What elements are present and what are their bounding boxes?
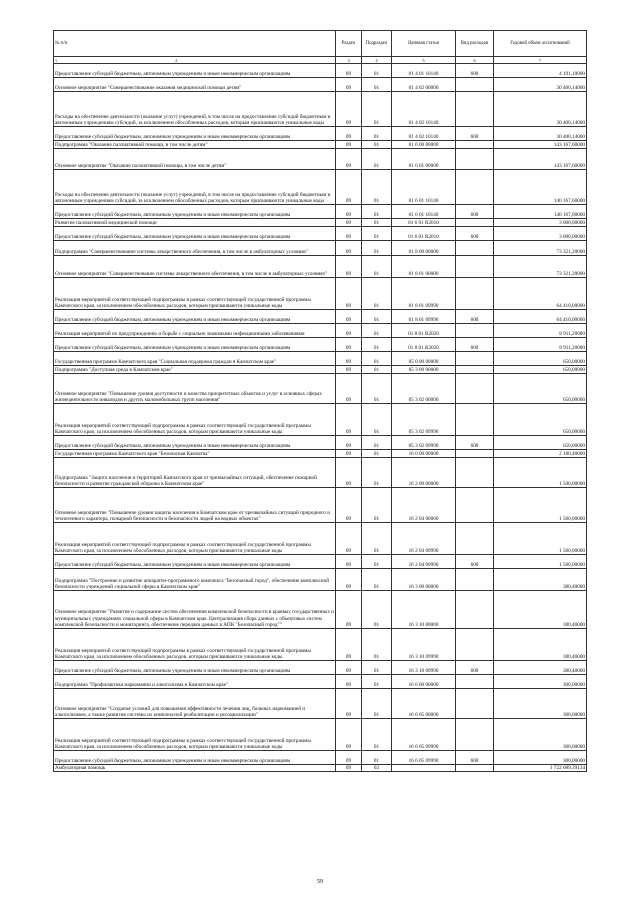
table-body xyxy=(54,64,587,772)
table-row xyxy=(54,78,587,92)
row-section-cell: 09 xyxy=(336,629,362,661)
row-expense-type-cell xyxy=(456,366,494,374)
row-expense-type-cell xyxy=(456,569,494,591)
row-expense-type-cell xyxy=(456,278,494,310)
row-expense-type-cell xyxy=(456,374,494,404)
row-name-cell: Основное мероприятие "Оказание паллиативной помощи, в том числе детям" xyxy=(54,149,336,170)
row-target-cell: 01 6 01 R2010 xyxy=(392,219,456,227)
row-amount-cell: 143 167,60000 xyxy=(494,141,587,149)
table-row xyxy=(54,569,587,591)
row-expense-type-cell xyxy=(456,149,494,170)
row-target-cell: 16 2 04 09990 xyxy=(392,555,456,569)
row-amount-cell: 1 500,00000 xyxy=(494,458,587,488)
row-subsection-cell: 01 xyxy=(362,591,392,629)
row-section-cell: 09 xyxy=(336,338,362,352)
column-number: 1 2 xyxy=(54,57,336,64)
row-subsection-cell: 01 xyxy=(362,278,392,310)
row-subsection-cell: 01 xyxy=(362,241,392,256)
row-target-cell: 01 8 01 R2020 xyxy=(392,338,456,352)
row-amount-cell: 140 167,60000 xyxy=(494,205,587,219)
row-section-cell: 09 xyxy=(336,450,362,458)
column-number: 4 xyxy=(362,57,392,64)
row-amount-cell: 30 400,14000 xyxy=(494,92,587,127)
row-target-cell: 05 0 00 00000 xyxy=(392,352,456,366)
row-target-cell: 01 8 00 00000 xyxy=(392,241,456,256)
row-target-cell: 16 3 10 09990 xyxy=(392,661,456,675)
row-section-cell: 09 xyxy=(336,488,362,523)
row-expense-type-cell xyxy=(456,404,494,436)
row-amount-cell: 3 000,00000 xyxy=(494,219,587,227)
row-section-cell: 09 xyxy=(336,78,362,92)
row-subsection-cell: 01 xyxy=(362,555,392,569)
table-row xyxy=(54,324,587,338)
table-row xyxy=(54,278,587,310)
table-header-row xyxy=(54,31,587,57)
row-subsection-cell: 01 xyxy=(362,569,392,591)
row-target-cell: 01 6 01 10140 xyxy=(392,170,456,205)
row-name-cell: Реализация мероприятий соответствующей подпрограммы в рамках соответствующей государственной программы Камчатского края, за исключением обособленных расходов, которым присваиваются уникальные коды xyxy=(54,523,336,555)
row-name-cell: Реализация мероприятий соответствующей подпрограммы в рамках соответствующей государственной программы Камчатского края, за исключением обособленных расходов, которым присваиваются уникальные коды xyxy=(54,278,336,310)
row-amount-cell: 650,00000 xyxy=(494,404,587,436)
row-name-cell: Подпрограмма "Оказание паллиативной помощи, в том числе детям" xyxy=(54,141,336,149)
table-row xyxy=(54,591,587,629)
table-row xyxy=(54,374,587,404)
row-target-cell: 16 2 04 00000 xyxy=(392,488,456,523)
row-subsection-cell: 01 xyxy=(362,488,392,523)
row-expense-type-cell xyxy=(456,629,494,661)
row-amount-cell: 300,00000 xyxy=(494,719,587,751)
row-target-cell: 01 4 02 00000 xyxy=(392,78,456,92)
row-amount-cell: 30 400,14000 xyxy=(494,78,587,92)
row-section-cell: 09 xyxy=(336,569,362,591)
row-target-cell: 16 3 10 09990 xyxy=(392,629,456,661)
row-name-cell: Реализация мероприятий по предупреждению и борьбе с социально значимыми инфекционными заболеваниями xyxy=(54,324,336,338)
table-row xyxy=(54,450,587,458)
row-name-cell: Предоставление субсидий бюджетным, автономным учреждениям и иным некоммерческим организациям xyxy=(54,338,336,352)
row-section-cell: 09 xyxy=(336,256,362,278)
row-amount-cell: 143 167,60000 xyxy=(494,149,587,170)
table-row xyxy=(54,751,587,765)
row-section-cell: 09 xyxy=(336,689,362,719)
row-amount-cell: 64 410,00000 xyxy=(494,310,587,324)
row-name-cell: Предоставление субсидий бюджетным, автономным учреждениям и иным некоммерческим организациям xyxy=(54,436,336,450)
row-name-cell: Амбулаторная помощь xyxy=(54,765,336,772)
row-section-cell: 09 xyxy=(336,205,362,219)
row-amount-cell: 1 500,00000 xyxy=(494,488,587,523)
row-subsection-cell: 01 xyxy=(362,404,392,436)
row-subsection-cell: 01 xyxy=(362,219,392,227)
row-expense-type-cell: 600 xyxy=(456,227,494,241)
table-row xyxy=(54,219,587,227)
row-section-cell: 09 xyxy=(336,241,362,256)
row-expense-type-cell xyxy=(456,591,494,629)
row-amount-cell: 380,40000 xyxy=(494,629,587,661)
row-subsection-cell: 01 xyxy=(362,719,392,751)
row-name-cell: Подпрограмма "Профилактика наркомании и алкоголизма в Камчатском крае" xyxy=(54,675,336,689)
row-section-cell: 09 xyxy=(336,324,362,338)
row-amount-cell: 380,40000 xyxy=(494,591,587,629)
row-amount-cell: 3 000,00000 xyxy=(494,227,587,241)
row-subsection-cell: 01 xyxy=(362,661,392,675)
row-subsection-cell: 01 xyxy=(362,64,392,78)
table-row xyxy=(54,352,587,366)
column-number-row xyxy=(54,57,587,64)
row-subsection-cell: 01 xyxy=(362,227,392,241)
row-section-cell: 09 xyxy=(336,352,362,366)
row-expense-type-cell xyxy=(456,352,494,366)
row-name-cell: Расходы на обеспечение деятельности (оказание услуг) учреждений, в том числе на предоставление субсидий бюджетным и автономным учреждениям субсидий, за исключением обособленных расходов, которым присваиваются уникальные коды xyxy=(54,92,336,127)
row-target-cell: 01 8 01 00000 xyxy=(392,256,456,278)
table-row xyxy=(54,765,587,772)
row-name-cell: Предоставление субсидий бюджетным, автономным учреждениям и иным некоммерческим организациям xyxy=(54,127,336,141)
row-subsection-cell: 01 xyxy=(362,338,392,352)
row-target-cell: 05 3 02 00000 xyxy=(392,374,456,404)
table-row xyxy=(54,629,587,661)
row-amount-cell: 1 500,00000 xyxy=(494,523,587,555)
row-section-cell: 09 xyxy=(336,661,362,675)
row-amount-cell: 8 911,20000 xyxy=(494,338,587,352)
row-name-cell: Предоставление субсидий бюджетным, автономным учреждениям и иным некоммерческим организациям xyxy=(54,310,336,324)
row-name-cell: Предоставление субсидий бюджетным, автономным учреждениям и иным некоммерческим организациям xyxy=(54,751,336,765)
column-number: 5 xyxy=(392,57,456,64)
row-section-cell: 09 xyxy=(336,591,362,629)
row-section-cell: 09 xyxy=(336,765,362,772)
row-subsection-cell: 01 xyxy=(362,675,392,689)
row-subsection-cell: 01 xyxy=(362,92,392,127)
row-name-cell: Реализация мероприятий соответствующей подпрограммы в рамках соответствующей государственной программы Камчатского края, за исключением обособленных расходов, которым присваиваются уникальные коды xyxy=(54,404,336,436)
row-target-cell: 16 6 05 09990 xyxy=(392,751,456,765)
row-amount-cell: 2 180,40000 xyxy=(494,450,587,458)
row-name-cell: Предоставление субсидий бюджетным, автономным учреждениям и иным некоммерческим организациям xyxy=(54,64,336,78)
table-row xyxy=(54,436,587,450)
row-expense-type-cell xyxy=(456,523,494,555)
row-amount-cell: 8 911,20000 xyxy=(494,324,587,338)
row-section-cell: 09 xyxy=(336,404,362,436)
table-row xyxy=(54,170,587,205)
table-row xyxy=(54,64,587,78)
row-subsection-cell: 01 xyxy=(362,141,392,149)
row-expense-type-cell xyxy=(456,719,494,751)
row-section-cell: 09 xyxy=(336,555,362,569)
row-section-cell: 09 xyxy=(336,219,362,227)
row-amount-cell: 4 191,10000 xyxy=(494,64,587,78)
row-amount-cell: 64 410,00000 xyxy=(494,278,587,310)
table-row xyxy=(54,458,587,488)
row-target-cell: 01 6 01 10140 xyxy=(392,205,456,219)
table-row xyxy=(54,310,587,324)
row-section-cell: 09 xyxy=(336,278,362,310)
row-expense-type-cell xyxy=(456,141,494,149)
table-row xyxy=(54,366,587,374)
row-amount-cell: 140 167,60000 xyxy=(494,170,587,205)
row-amount-cell: 1 722 689,39134 xyxy=(494,765,587,772)
table-row xyxy=(54,92,587,127)
row-target-cell: 16 0 00 00000 xyxy=(392,450,456,458)
row-section-cell: 09 xyxy=(336,149,362,170)
header-name: № п/п xyxy=(54,31,336,57)
row-name-cell: Подпрограмма "Построение и развитие аппаратно-программного комплекса "Безопасный город", обеспечение комплексной безопасности учреждений социальной сферы в Камчатском крае" xyxy=(54,569,336,591)
row-subsection-cell: 01 xyxy=(362,689,392,719)
row-expense-type-cell: 600 xyxy=(456,205,494,219)
row-expense-type-cell xyxy=(456,488,494,523)
row-subsection-cell: 01 xyxy=(362,366,392,374)
row-name-cell: Предоставление субсидий бюджетным, автономным учреждениям и иным некоммерческим организациям xyxy=(54,555,336,569)
table-row xyxy=(54,141,587,149)
row-section-cell: 09 xyxy=(336,374,362,404)
row-section-cell: 09 xyxy=(336,523,362,555)
row-expense-type-cell: 600 xyxy=(456,338,494,352)
table-row xyxy=(54,227,587,241)
row-expense-type-cell: 600 xyxy=(456,127,494,141)
row-target-cell: 16 3 10 00000 xyxy=(392,591,456,629)
row-expense-type-cell: 600 xyxy=(456,751,494,765)
row-expense-type-cell xyxy=(456,689,494,719)
row-name-cell: Реализация мероприятий соответствующей подпрограммы в рамках соответствующей государственной программы Камчатского края, за исключением обособленных расходов, которым присваиваются уникальные коды xyxy=(54,629,336,661)
row-name-cell: Предоставление субсидий бюджетным, автономным учреждениям и иным некоммерческим организациям xyxy=(54,205,336,219)
row-subsection-cell: 01 xyxy=(362,205,392,219)
row-target-cell: 01 4 01 10140 xyxy=(392,64,456,78)
table-row xyxy=(54,256,587,278)
row-expense-type-cell: 600 xyxy=(456,661,494,675)
row-subsection-cell: 01 xyxy=(362,629,392,661)
row-amount-cell: 380,40000 xyxy=(494,661,587,675)
table-row xyxy=(54,555,587,569)
table-row xyxy=(54,661,587,675)
row-section-cell: 09 xyxy=(336,436,362,450)
row-expense-type-cell xyxy=(456,170,494,205)
row-subsection-cell: 01 xyxy=(362,324,392,338)
row-name-cell: Предоставление субсидий бюджетным, автономным учреждениям и иным некоммерческим организациям xyxy=(54,661,336,675)
row-subsection-cell: 01 xyxy=(362,256,392,278)
row-section-cell: 09 xyxy=(336,310,362,324)
row-name-cell: Подпрограмма "Совершенствование системы лекарственного обеспечения, в том числе в амбулаторных условиях" xyxy=(54,241,336,256)
row-section-cell: 09 xyxy=(336,227,362,241)
row-target-cell: 16 6 00 00000 xyxy=(392,675,456,689)
row-subsection-cell: 01 xyxy=(362,170,392,205)
row-target-cell: 16 3 00 00000 xyxy=(392,569,456,591)
header-target-article: Целевая статья xyxy=(392,31,456,57)
row-subsection-cell: 01 xyxy=(362,751,392,765)
row-amount-cell: 73 321,20000 xyxy=(494,241,587,256)
row-name-cell: Основное мероприятие "Повышение уровня защиты населения в Камчатском крае от чрезвычайных ситуаций природного и техногенного характера, пожарной безопасности и безопасности людей на водных объектах" xyxy=(54,488,336,523)
row-target-cell: 05 3 00 00000 xyxy=(392,366,456,374)
row-expense-type-cell: 600 xyxy=(456,555,494,569)
row-name-cell: Развитие паллиативной медицинской помощи xyxy=(54,219,336,227)
row-target-cell: 01 6 00 00000 xyxy=(392,141,456,149)
row-section-cell: 09 xyxy=(336,751,362,765)
row-name-cell: Основное мероприятие "Развитие и содержание систем обеспечения комплексной безопасности в краевых государственных и муниципальных учреждениях социальной сферы в Камчатском крае. Централизация сбора данных с объектовых систем комплексной безопасности и мониторинга, обеспечение передачи данных в АПК "Безопасный город"" xyxy=(54,591,336,629)
row-amount-cell: 300,00000 xyxy=(494,689,587,719)
row-amount-cell: 1 500,00000 xyxy=(494,555,587,569)
row-expense-type-cell xyxy=(456,458,494,488)
row-subsection-cell: 01 xyxy=(362,149,392,170)
row-subsection-cell: 02 xyxy=(362,765,392,772)
row-target-cell: 01 4 02 10140 xyxy=(392,92,456,127)
table-row xyxy=(54,241,587,256)
row-target-cell: 16 2 04 09990 xyxy=(392,523,456,555)
row-section-cell: 09 xyxy=(336,141,362,149)
row-name-cell: Государственная программа Камчатского края "Безопасная Камчатка" xyxy=(54,450,336,458)
row-section-cell: 09 xyxy=(336,719,362,751)
row-amount-cell: 380,40000 xyxy=(494,569,587,591)
row-target-cell xyxy=(392,765,456,772)
table-row xyxy=(54,689,587,719)
row-subsection-cell: 01 xyxy=(362,458,392,488)
row-target-cell: 01 4 02 10140 xyxy=(392,127,456,141)
row-section-cell: 09 xyxy=(336,458,362,488)
row-expense-type-cell xyxy=(456,219,494,227)
header-annual-volume: Годовой объем ассигнований xyxy=(494,31,587,57)
row-section-cell: 09 xyxy=(336,675,362,689)
row-section-cell: 09 xyxy=(336,366,362,374)
table-row xyxy=(54,127,587,141)
row-target-cell: 05 3 02 09990 xyxy=(392,436,456,450)
column-number: 7 xyxy=(494,57,587,64)
page-number: 59 xyxy=(317,879,323,885)
row-subsection-cell: 01 xyxy=(362,374,392,404)
table-row xyxy=(54,205,587,219)
row-target-cell: 01 8 01 09990 xyxy=(392,278,456,310)
row-section-cell: 09 xyxy=(336,170,362,205)
row-amount-cell: 650,00000 xyxy=(494,352,587,366)
row-section-cell: 09 xyxy=(336,127,362,141)
table-row xyxy=(54,149,587,170)
row-expense-type-cell xyxy=(456,675,494,689)
table-row xyxy=(54,523,587,555)
row-target-cell: 01 8 01 09990 xyxy=(392,310,456,324)
budget-table-sheet xyxy=(53,30,586,772)
row-section-cell: 09 xyxy=(336,64,362,78)
row-name-cell: Реализация мероприятий соответствующей подпрограммы в рамках соответствующей государственной программы Камчатского края, за исключением обособленных расходов, которым присваиваются уникальные коды xyxy=(54,719,336,751)
row-target-cell: 16 2 00 00000 xyxy=(392,458,456,488)
table-row xyxy=(54,719,587,751)
row-subsection-cell: 01 xyxy=(362,352,392,366)
row-amount-cell: 300,00000 xyxy=(494,751,587,765)
row-expense-type-cell: 600 xyxy=(456,64,494,78)
row-subsection-cell: 01 xyxy=(362,523,392,555)
table-row xyxy=(54,675,587,689)
budget-allocation-table xyxy=(53,30,587,772)
row-name-cell: Подпрограмма "Защита населения и территорий Камчатского края от чрезвычайных ситуаций, обеспечение пожарной безопасности и развитие гражданской обороны в Камчатском крае" xyxy=(54,458,336,488)
table-row xyxy=(54,338,587,352)
column-number: 3 xyxy=(336,57,362,64)
row-expense-type-cell: 600 xyxy=(456,310,494,324)
row-name-cell: Подпрограмма "Доступная среда в Камчатском крае" xyxy=(54,366,336,374)
row-expense-type-cell xyxy=(456,92,494,127)
row-name-cell: Предоставление субсидий бюджетным, автономным учреждениям и иным некоммерческим организациям xyxy=(54,227,336,241)
row-name-cell: Расходы на обеспечение деятельности (оказание услуг) учреждений, в том числе на предоставление субсидий бюджетным и автономным учреждениям субсидий, за исключением обособленных расходов, которым присваиваются уникальные коды xyxy=(54,170,336,205)
row-amount-cell: 30 400,14000 xyxy=(494,127,587,141)
row-expense-type-cell xyxy=(456,765,494,772)
row-name-cell: Основное мероприятие "Повышение уровня доступности и качества приоритетных объектов и услуг в основных сферах жизнедеятельности инвалидов и других маломобильных групп населения" xyxy=(54,374,336,404)
row-subsection-cell: 01 xyxy=(362,450,392,458)
row-amount-cell: 73 321,20000 xyxy=(494,256,587,278)
row-amount-cell: 650,00000 xyxy=(494,436,587,450)
row-target-cell: 01 6 01 00000 xyxy=(392,149,456,170)
header-expense-type: Вид расходов xyxy=(456,31,494,57)
table-row xyxy=(54,488,587,523)
row-subsection-cell: 01 xyxy=(362,127,392,141)
row-amount-cell: 300,00000 xyxy=(494,675,587,689)
row-expense-type-cell xyxy=(456,241,494,256)
row-expense-type-cell xyxy=(456,256,494,278)
header-section: Раздел xyxy=(336,31,362,57)
row-name-cell: Основное мероприятие "Создание условий для повышения эффективности лечения лиц, больных наркоманией и алкоголизмом, а также развития системы их комплексной реабилитации и ресоциализации" xyxy=(54,689,336,719)
row-expense-type-cell xyxy=(456,78,494,92)
row-name-cell: Основное мероприятие "Совершенствование оказания медицинской помощи детям" xyxy=(54,78,336,92)
row-subsection-cell: 01 xyxy=(362,78,392,92)
column-number: 6 xyxy=(456,57,494,64)
row-expense-type-cell xyxy=(456,324,494,338)
row-target-cell: 01 6 01 R2010 xyxy=(392,227,456,241)
row-name-cell: Государственная программа Камчатского края "Социальная поддержка граждан в Камчатском крае" xyxy=(54,352,336,366)
row-section-cell: 09 xyxy=(336,92,362,127)
row-target-cell: 01 8 01 R2020 xyxy=(392,324,456,338)
row-target-cell: 16 6 05 09990 xyxy=(392,719,456,751)
row-amount-cell: 650,00000 xyxy=(494,366,587,374)
header-subsection: Подраздел xyxy=(362,31,392,57)
row-amount-cell: 650,00000 xyxy=(494,374,587,404)
table-row xyxy=(54,404,587,436)
row-name-cell: Основное мероприятие "Совершенствование системы лекарственного обеспечения, в том числе в амбулаторных условиях" xyxy=(54,256,336,278)
row-target-cell: 16 6 05 00000 xyxy=(392,689,456,719)
row-target-cell: 05 3 02 09990 xyxy=(392,404,456,436)
row-subsection-cell: 01 xyxy=(362,310,392,324)
row-expense-type-cell: 600 xyxy=(456,436,494,450)
row-subsection-cell: 01 xyxy=(362,436,392,450)
row-expense-type-cell xyxy=(456,450,494,458)
